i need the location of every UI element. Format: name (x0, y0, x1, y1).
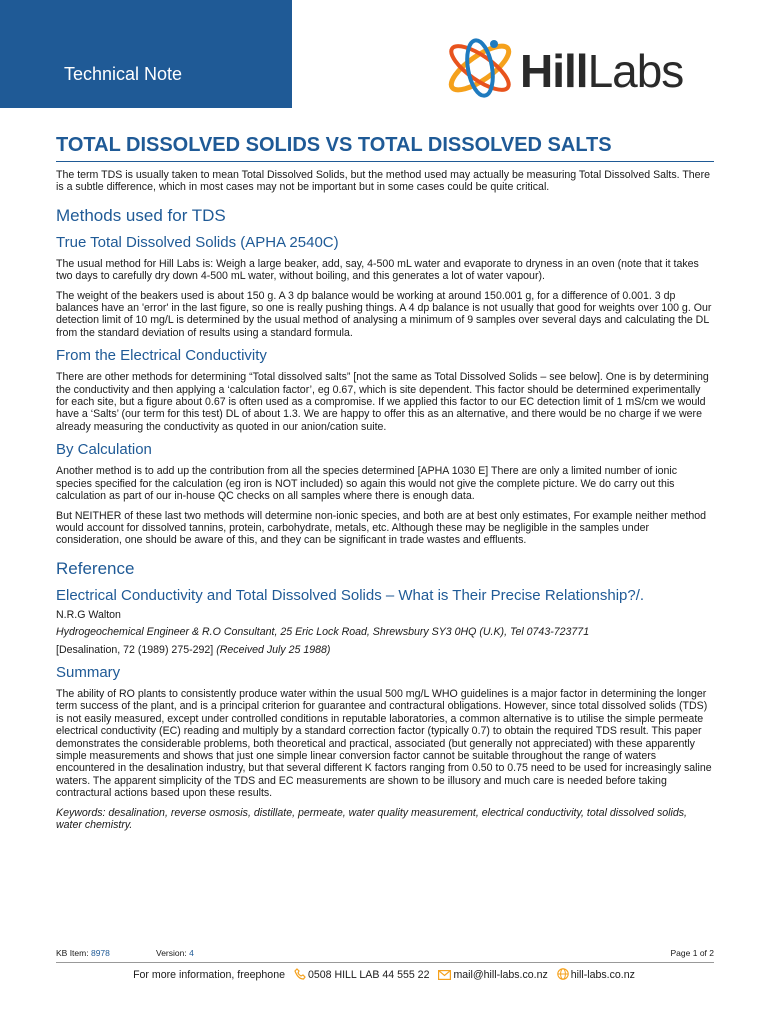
footer-meta (56, 946, 714, 960)
reference-received: (Received July 25 1988) (216, 643, 331, 656)
reference-citation: [Desalination, 72 (1989) 275-292] (56, 643, 214, 656)
logo-word-light: Labs (587, 45, 684, 97)
intro-paragraph: The term TDS is usually taken to mean Total Dissolved Solids, but the method used may actually be measuring Total Dissolved Salts. There is a subtle difference, which in most cases may not be important but in some cases could be quite critical. (56, 169, 710, 194)
banner-label: Technical Note (64, 64, 183, 84)
methods-heading: Methods used for TDS (56, 205, 226, 225)
mail-icon (438, 970, 451, 980)
calculation-paragraph-1: Another method is to add up the contribution from all the species determined [APHA 1030 E] There are only a limited number of ionic species specified for the calculation (eg iron is NOT included) so again this would not give the complete picture. We do carry out this calculation as part of our in-house QC checks on all samples where there is enough data. (56, 465, 678, 503)
document-title: TOTAL DISSOLVED SOLIDS VS TOTAL DISSOLVED SALTS (56, 134, 714, 162)
reference-citation-line (56, 644, 714, 656)
reference-heading: Reference (56, 558, 135, 578)
kb-item (56, 948, 110, 958)
true-tds-paragraph-1: The usual method for Hill Labs is: Weigh a large beaker, add, say, 4-500 mL water and evaporate to dryness in an oven (note that it takes two days to carefully dry down 4-500 mL water, without boiling, and this generates a lot of water vapour). (56, 257, 699, 283)
page-number: Page 1 of 2 (670, 948, 714, 958)
calculation-heading: By Calculation (56, 441, 152, 459)
true-tds-paragraph-2: The weight of the beakers used is about 150 g. A 3 dp balance would be working at around 150.001 g, for a difference of 0.001. 3 dp balances have an 'error' in the last figure, so one is really pushing things. A 4 dp balance is not usually that good for weights over 100 g. Our detection limit of 10 mg/L is determined by the usual method of analysing a minimum of 9 samples over several days and calculating the DL from the standard deviation of results using a standard formula. (56, 289, 712, 339)
summary-heading: Summary (56, 663, 121, 681)
atom-logo-icon (442, 36, 522, 98)
logo-wordmark (520, 46, 683, 96)
globe-icon (557, 968, 569, 980)
version-label: Version: (156, 948, 187, 958)
reference-author: N.R.G Walton (56, 608, 121, 621)
contact-prefix: For more information, freephone (133, 969, 285, 981)
contact-phone[interactable]: 0508 HILL LAB 44 555 22 (307, 969, 430, 981)
footer-divider (56, 962, 714, 963)
contact-website[interactable]: hill-labs.co.nz (570, 969, 635, 981)
reference-affiliation: Hydrogeochemical Engineer & R.O Consultant, 25 Eric Lock Road, Shrewsbury SY3 0HQ (U.K), Tel 0743-723771 (56, 626, 590, 639)
true-tds-heading: True Total Dissolved Solids (APHA 2540C) (56, 233, 339, 251)
logo-word-bold: Hill (520, 45, 588, 97)
calculation-paragraph-2: But NEITHER of these last two methods will determine non-ionic species, and both are at best only estimates, For example neither method would account for dissolved tannins, protein, carbohydrate, metals, etc. Although these may be negligible in the samples under consideration, one should be aware of this, and they can be significant in trade wastes and effluents. (56, 509, 707, 547)
phone-icon (294, 968, 306, 980)
header-banner (0, 0, 292, 108)
hill-labs-logo (442, 36, 717, 98)
kb-label: KB Item: (56, 948, 89, 958)
document-body (56, 134, 714, 831)
contact-email[interactable]: mail@hill-labs.co.nz (453, 969, 548, 981)
keywords-paragraph: Keywords: desalination, reverse osmosis, distillate, permeate, water quality measurement, electrical conductivity, total dissolved solids, water chemistry. (56, 806, 688, 831)
summary-paragraph: The ability of RO plants to consistently produce water within the usual 500 mg/L WHO guidelines is a major factor in determining the longer term success of the plant, and is a principal criterion for guarantee and contractural obligations. However, since total dissolved solids (TDS) is not easily measured, except under controlled conditions in reputable laboratories, a common alternative is to utilise the simple permeate electrical conductivity (EC) reading and multiply by a standard correction factor (typically 0.7) to obtain the required TDS result. This paper demonstrates the considerable problems, both theoretical and practical, associated (but generally not appreciated) with these apparently simple measurements and shows that just one simple linear conversion factor cannot be suitable throughout the range of waters encountered in the desalination industry, but that several different K factors ranging from 0.50 to 0.75 need to be used for increasingly saline waters. The apparent simplicity of the TDS and EC measurements are shown to be illusory and much care is needed before taking contractural actions based upon these results. (56, 687, 712, 800)
conductivity-heading: From the Electrical Conductivity (56, 347, 267, 365)
version (156, 946, 194, 960)
kb-value: 8978 (90, 948, 110, 958)
version-value: 4 (189, 948, 194, 958)
reference-paper-title: Electrical Conductivity and Total Dissolved Solids – What is Their Precise Relationship?/. (56, 586, 645, 604)
footer-contact (0, 966, 768, 984)
conductivity-paragraph: There are other methods for determining “Total dissolved salts” [not the same as Total Dissolved Solids – see below]. One is by determining the conductivity and then applying a ‘calculation factor’, eg 0.67, which is site dependent. This factor should be determined experimentally for each site, but a figure about 0.67 is often used as a compromise. If we applied this factor to our EC detection limit of 1 mS/cm we would have a ‘Salts’ (our term for this test) DL of about 1.3. We are happy to offer this as an alternative, and there would be no charge if we were already measuring the conductivity as quoted in our anion/cation suite. (56, 371, 709, 433)
